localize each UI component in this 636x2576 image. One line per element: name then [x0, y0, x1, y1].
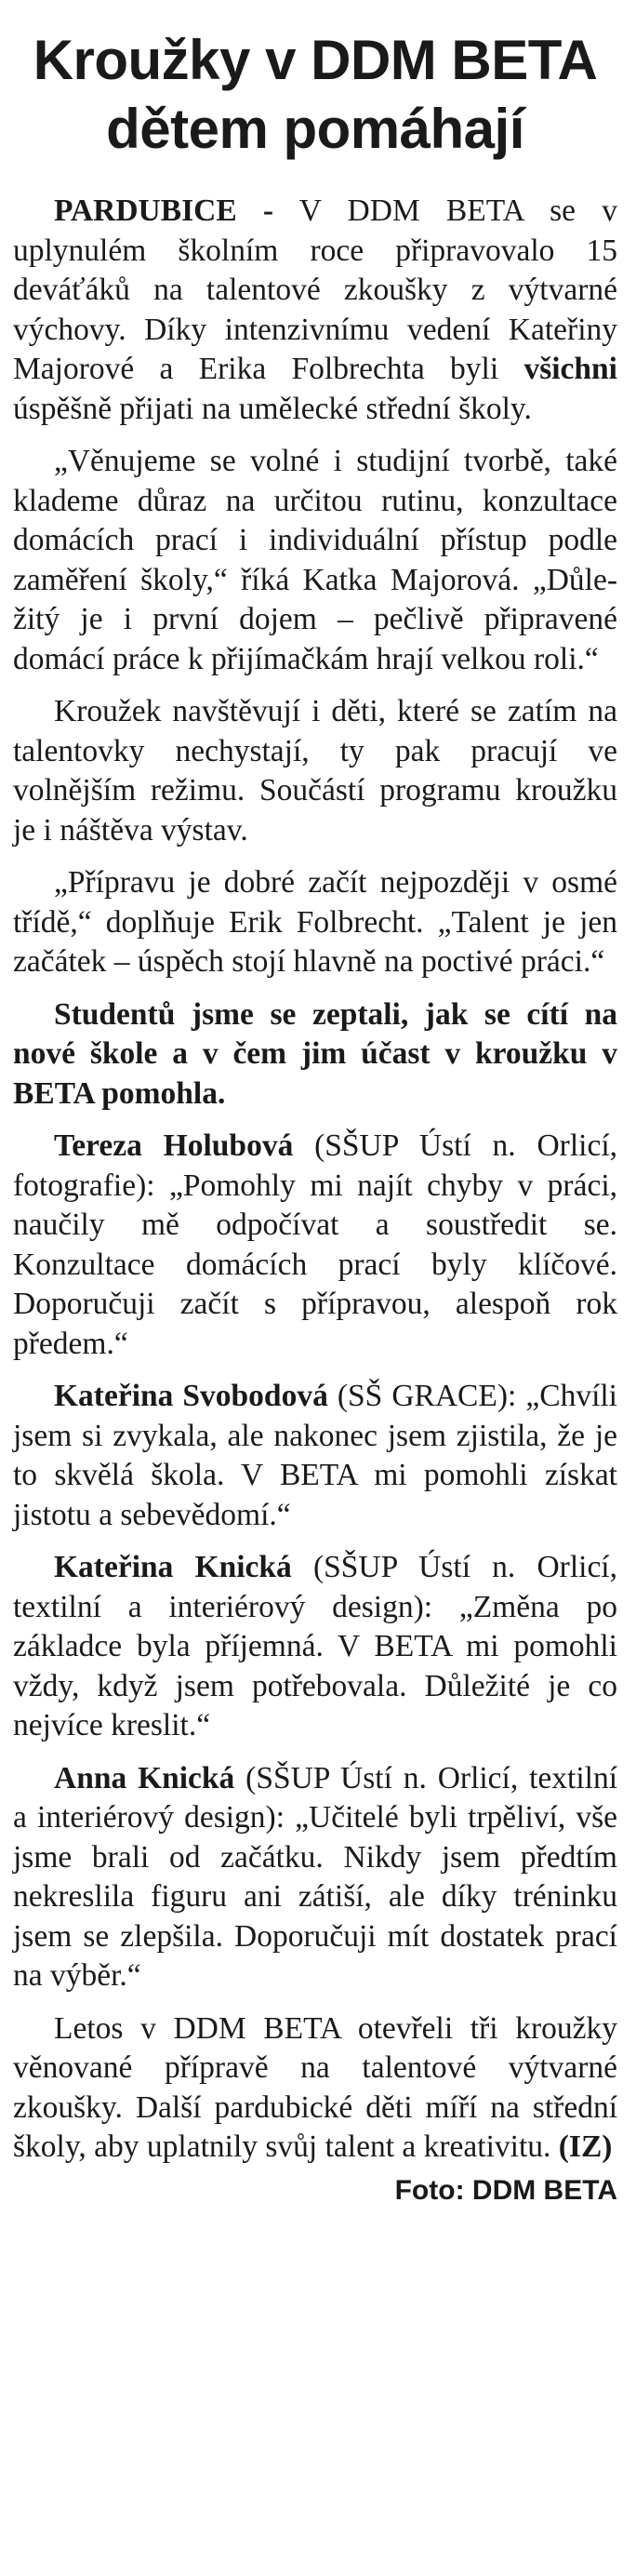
- photo-credit: Foto: DDM BETA: [394, 2174, 617, 2206]
- student-name-3: Kateřina Knická: [54, 1550, 292, 1584]
- student-quote-4: [13, 1759, 617, 1996]
- student-name-1: Tereza Holubová: [54, 1128, 294, 1163]
- author-signature: (IZ): [558, 2129, 613, 2164]
- student-name-4: Anna Knická: [54, 1760, 235, 1795]
- student-quote-3: [13, 1548, 617, 1746]
- student-text-2: (SŠ GRACE): „Chvíli jsem si zvykala, ale nakonec jsem zjistila, že je to skvělá škola. V BETA mi pomohli získat jistotu a sebevědomí.“: [13, 1379, 617, 1532]
- student-text-1: (SŠUP Ústí n. Orlicí, fotografie): „Pomohly mi najít chyby v práci, naučily mě odpočívat a soustředit se. Konzultace domácích prací byly klíčové. Doporučuji začít s přípravou, alespoň rok předem.“: [13, 1128, 617, 1361]
- student-quote-1: [13, 1127, 617, 1364]
- dateline: PARDUBICE -: [54, 194, 274, 228]
- student-text-4: (SŠUP Ústí n. Orlicí, textilní a interiérový design): „Učitelé byli trpěliví, vše jsme brali od začátku. Nikdy jsem předtím nekreslila figuru ani zátiší, ale díky tréninku jsem se zlepšila. Doporučuji mít dostatek prací na výběr.“: [13, 1760, 617, 1993]
- headline-line-1: Kroužky v DDM BETA: [33, 29, 598, 91]
- intro-bold-word: všichni: [523, 352, 617, 386]
- student-name-2: Kateřina Svobodová: [54, 1379, 328, 1413]
- paragraph-quote-majorova: „Věnujeme se volné i studijní tvorbě, také klademe důraz na určitou rutinu, konzultace domácích prací i individuální přístup podle zaměření školy,“ říká Katka Majorová. „Důležitý je i první dojem – pečlivě připravené domácí práce k přijímačkám hrají velkou roli.“: [13, 444, 617, 676]
- intro-text-a: V DDM BETA se v uplynulém školním roce připravovalo 15 deváťáků na talentové zkoušky z výtvarné výchovy. Díky intenzivnímu vedení Kateřiny Majorové a Erika Folbrechta byli: [13, 194, 617, 386]
- article-headline: [13, 26, 617, 164]
- intro-text-b: úspěšně přijati na umělecké střední školy.: [13, 391, 532, 426]
- closing-text: Letos v DDM BETA otevřeli tři kroužky věnované přípravě na talentové výtvarné zkoušky. Další pardubické děti míří na střední školy, aby uplatnily svůj talent a kreativitu.: [13, 2010, 617, 2164]
- paragraph-closing: [13, 2009, 617, 2168]
- headline-line-2: dětem pomáhají: [106, 98, 524, 160]
- paragraph-quote-folbrecht: „Přípravu je dobré začít nejpozději v osmé třídě,“ doplňuje Erik Folbrecht. „Talent je jen začátek – úspěch stojí hlavně na poctivé práci.“: [13, 865, 617, 979]
- student-text-3: (SŠUP Ústí n. Orlicí, textilní a interiérový design): „Změna po základce byla příjemná. V BETA mi pomohli vždy, když jsem potřebovala. Důležité je co nejvíce kreslit.“: [13, 1550, 617, 1742]
- student-quote-2: [13, 1377, 617, 1535]
- paragraph-intro: [13, 192, 617, 429]
- article-body: [13, 192, 617, 2168]
- paragraph-course-info: Kroužek navštěvují i děti, které se zatím na talentovky nechystají, ty pak pracují ve volnějším režimu. Součástí programu kroužku je i náštěva výstav.: [13, 694, 617, 848]
- paragraph-survey-intro: Studentů jsme se zeptali, jak se cítí na nové škole a v čem jim účast v kroužku v BETA pomohla.: [13, 996, 617, 1111]
